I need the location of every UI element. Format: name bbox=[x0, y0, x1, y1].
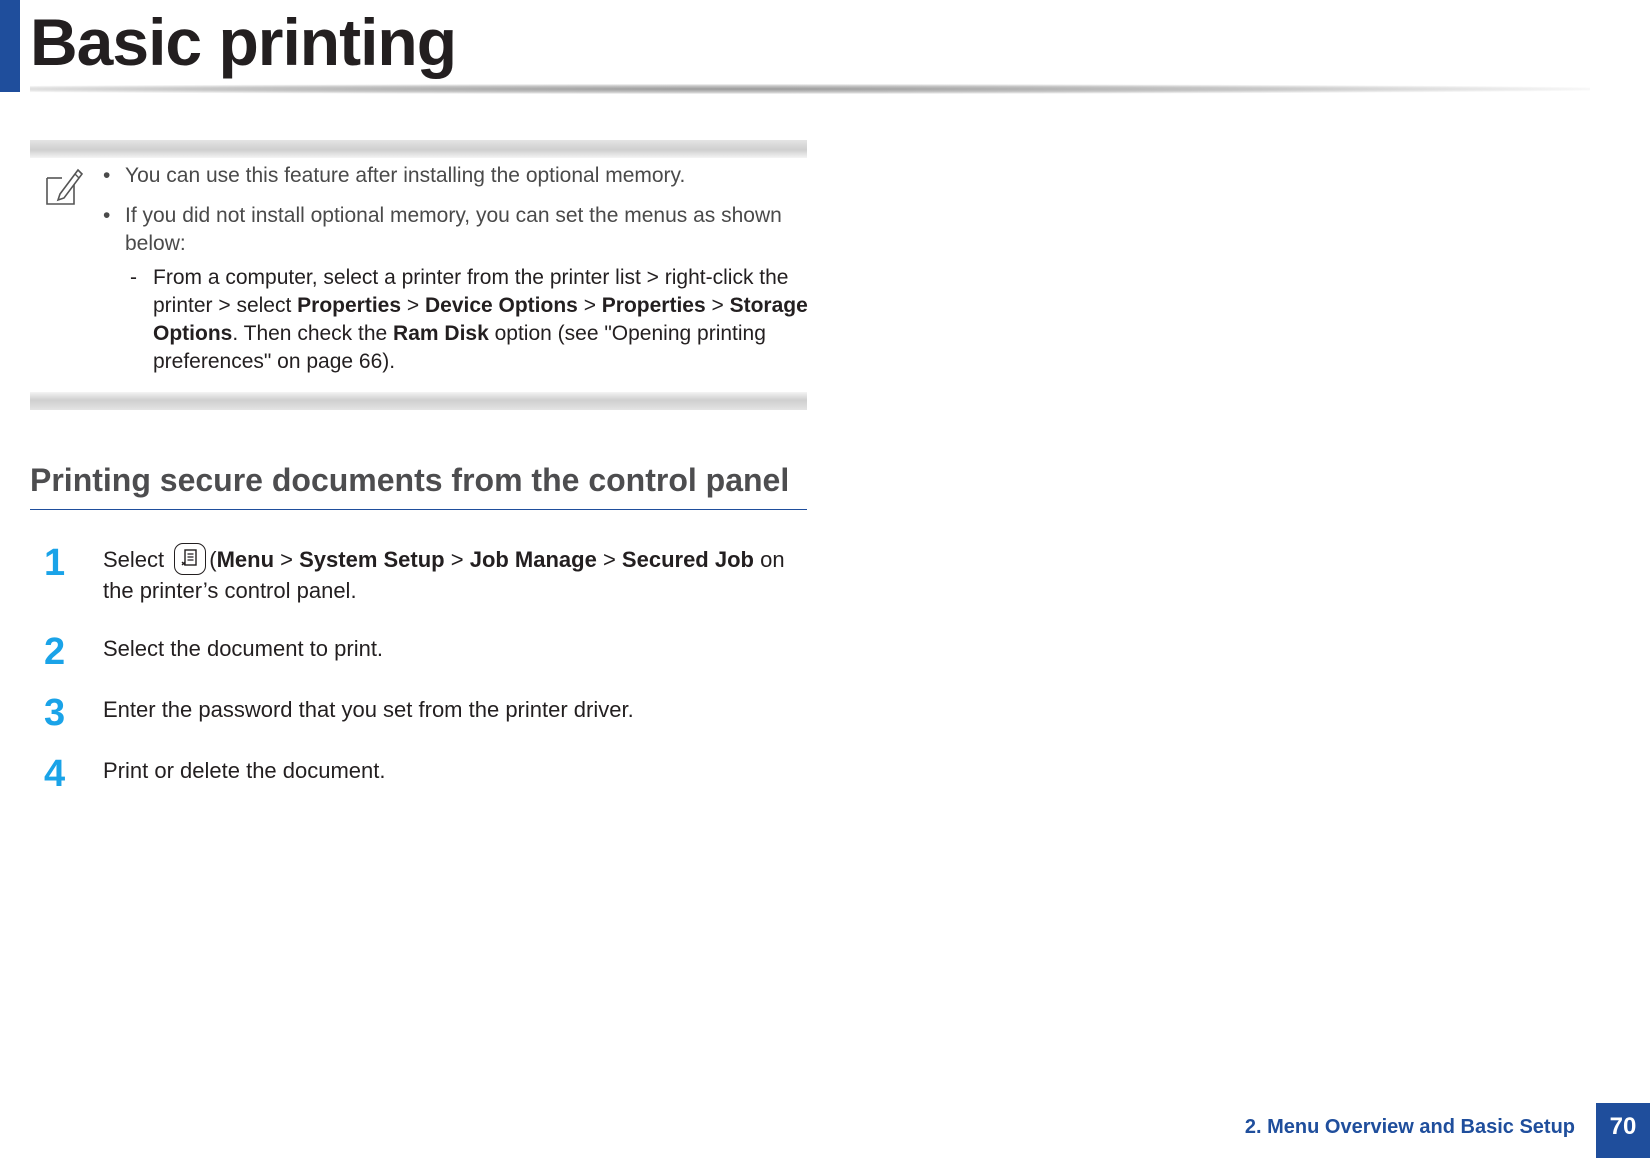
note-sub-text: From a computer, select a printer from the printer list > right-click the printer > select bbox=[153, 266, 789, 317]
note-text bbox=[100, 162, 810, 376]
note-sub-item bbox=[100, 264, 810, 376]
note-bar-bottom bbox=[30, 392, 807, 410]
menu-button-icon bbox=[174, 543, 206, 575]
note-box bbox=[30, 140, 807, 410]
section-heading: Printing secure documents from the control panel bbox=[30, 460, 807, 510]
step-open-paren: ( bbox=[209, 547, 217, 572]
note-bullet-text: If you did not install optional memory, you can set the menus as shown below: bbox=[125, 204, 782, 255]
footer-chapter: 2. Menu Overview and Basic Setup bbox=[1244, 1116, 1575, 1138]
note-sub-text: option (see "Opening printing preferences" on page 66). bbox=[153, 322, 766, 373]
step-tail-text: on the printer’s control panel. bbox=[103, 547, 785, 604]
step-bold-menu: Menu bbox=[216, 547, 275, 572]
note-bold-properties: Properties bbox=[297, 294, 402, 317]
note-bar-top bbox=[30, 140, 807, 158]
step-bold-job-manage: Job Manage bbox=[469, 547, 597, 572]
step-text: Enter the password that you set from the printer driver. bbox=[103, 697, 634, 722]
note-bold-properties-2: Properties bbox=[601, 294, 706, 317]
note-bullet bbox=[100, 162, 810, 190]
note-sep: > bbox=[401, 294, 425, 317]
step-text: Select the document to print. bbox=[103, 636, 384, 661]
step-sep: > bbox=[596, 547, 622, 572]
step-number: 4 bbox=[44, 753, 66, 795]
step-select-text: Select bbox=[103, 547, 171, 572]
step-number: 3 bbox=[44, 692, 66, 734]
header-accent-bar bbox=[0, 0, 20, 92]
note-bold-ram-disk: Ram Disk bbox=[393, 322, 489, 345]
step-sep: > bbox=[444, 547, 470, 572]
note-pencil-icon bbox=[44, 164, 86, 208]
note-bold-storage-options: Storage Options bbox=[153, 294, 808, 345]
note-bold-device-options: Device Options bbox=[424, 294, 578, 317]
note-sep: > bbox=[577, 294, 602, 317]
title-rule bbox=[30, 84, 1590, 94]
page-title: Basic printing bbox=[30, 5, 457, 79]
dash-mark: - bbox=[130, 266, 137, 289]
step-text bbox=[103, 544, 813, 606]
step-sep: > bbox=[274, 547, 300, 572]
step-text: Print or delete the document. bbox=[103, 758, 386, 783]
step-number: 2 bbox=[44, 631, 66, 673]
note-bullet-text: You can use this feature after installing the optional memory. bbox=[125, 164, 686, 187]
step-number: 1 bbox=[44, 542, 66, 584]
bullet-mark: • bbox=[103, 204, 111, 227]
bullet-mark: • bbox=[103, 164, 111, 187]
note-bullet bbox=[100, 202, 810, 258]
step-bold-secured-job: Secured Job bbox=[621, 547, 754, 572]
step-bold-system-setup: System Setup bbox=[299, 547, 445, 572]
note-sep: > bbox=[705, 294, 730, 317]
note-sub-text: . Then check the bbox=[232, 322, 394, 345]
page-number: 70 bbox=[1596, 1103, 1650, 1158]
